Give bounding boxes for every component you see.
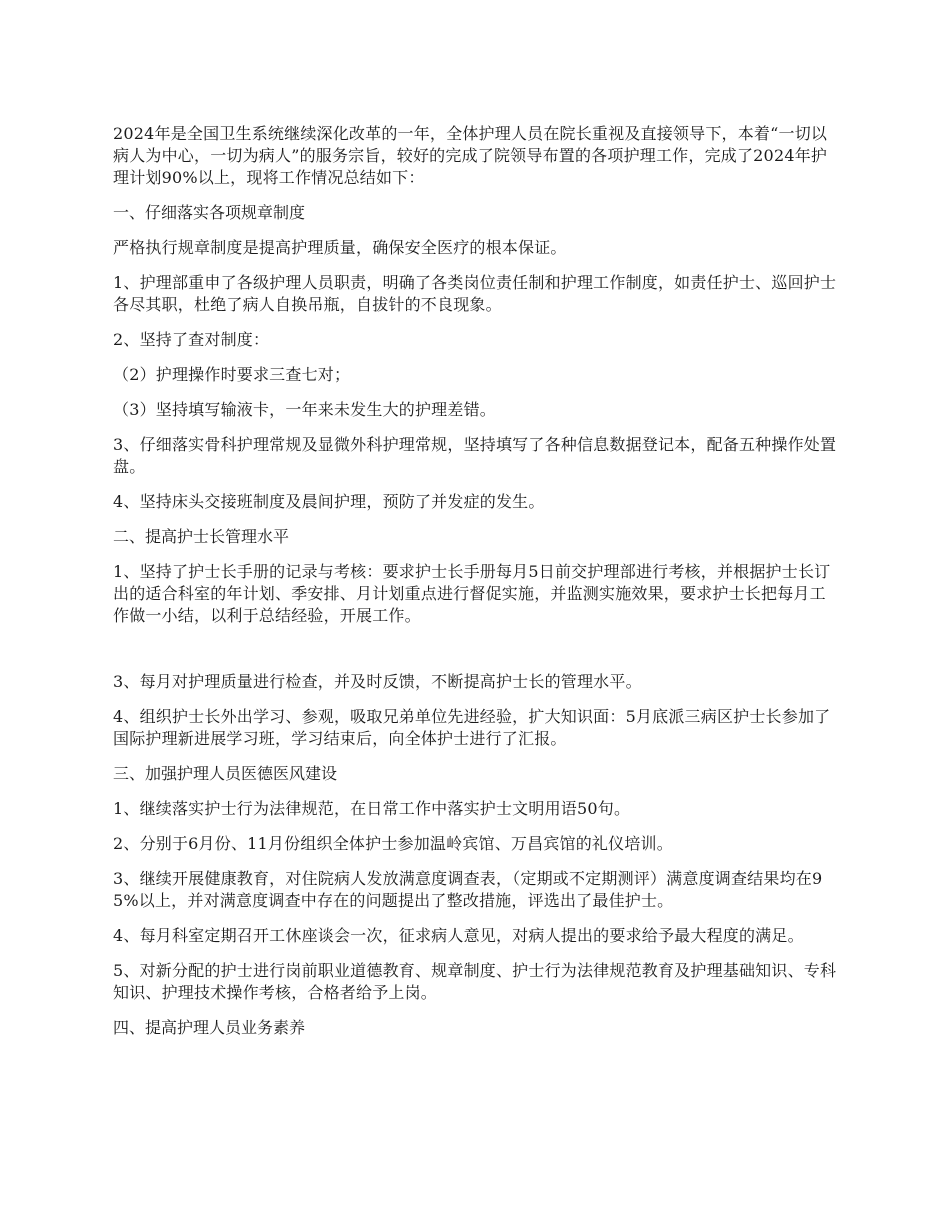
- intro-paragraph: 2024年是全国卫生系统继续深化改革的一年，全体护理人员在院长重视及直接领导下，本着“一切以病人为中心，一切为病人”的服务宗旨，较好的完成了院领导布置的各项护理工作，完成了2024年护理计划90%以上，现将工作情况总结如下：: [113, 124, 828, 187]
- list-item-paragraph: 4、每月科室定期召开工休座谈会一次，征求病人意见，对病人提出的要求给予最大程度的满足。: [113, 926, 804, 945]
- list-item-paragraph: 4、坚持床头交接班制度及晨间护理，预防了并发症的发生。: [113, 492, 545, 511]
- list-item-paragraph: 5、对新分配的护士进行岗前职业道德教育、规章制度、护士行为法律规范教育及护理基础知识、专科知识、护理技术操作考核，合格者给予上岗。: [113, 961, 837, 1002]
- list-item-paragraph: 2、分别于6月份、11月份组织全体护士参加温岭宾馆、万昌宾馆的礼仪培训。: [113, 834, 673, 853]
- paragraph: 严格执行规章制度是提高护理质量，确保安全医疗的根本保证。: [113, 238, 567, 257]
- sub-item-paragraph: （2）护理操作时要求三查七对；: [113, 365, 351, 384]
- list-item-paragraph: 3、每月对护理质量进行检查，并及时反馈，不断提高护士长的管理水平。: [113, 672, 642, 691]
- list-item-paragraph: 3、仔细落实骨科护理常规及显微外科护理常规，坚持填写了各种信息数据登记本，配备五种操作处置盘。: [113, 435, 837, 476]
- list-item-paragraph: 3、继续开展健康教育，对住院病人发放满意度调查表，（定期或不定期测评）满意度调查结果均在95%以上，并对满意度调查中存在的问题提出了整改措施，评选出了最佳护士。: [113, 869, 823, 910]
- blank-gap: [113, 640, 840, 671]
- section-heading-2: 二、提高护士长管理水平: [113, 527, 290, 546]
- sub-item-paragraph: （3）坚持填写输液卡，一年来未发生大的护理差错。: [113, 400, 496, 419]
- list-item-paragraph: 1、坚持了护士长手册的记录与考核：要求护士长手册每月5日前交护理部进行考核，并根据护士长订出的适合科室的年计划、季安排、月计划重点进行督促实施，并监测实施效果，要求护士长把每月工作做一小结，以利于总结经验，开展工作。: [113, 562, 831, 625]
- list-item-paragraph: 1、护理部重申了各级护理人员职责，明确了各类岗位责任制和护理工作制度，如责任护士、巡回护士各尽其职，杜绝了病人自换吊瓶，自拔针的不良现象。: [113, 273, 837, 314]
- list-item-paragraph: 1、继续落实护士行为法律规范，在日常工作中落实护士文明用语50句。: [113, 799, 631, 818]
- list-item-paragraph: 4、组织护士长外出学习、参观，吸取兄弟单位先进经验，扩大知识面：5月底派三病区护士长参加了国际护理新进展学习班，学习结束后，向全体护士进行了汇报。: [113, 707, 831, 748]
- list-item-paragraph: 2、坚持了查对制度：: [113, 330, 270, 349]
- section-heading-1: 一、仔细落实各项规章制度: [113, 203, 306, 222]
- section-heading-4: 四、提高护理人员业务素养: [113, 1018, 306, 1037]
- section-heading-3: 三、加强护理人员医德医风建设: [113, 764, 338, 783]
